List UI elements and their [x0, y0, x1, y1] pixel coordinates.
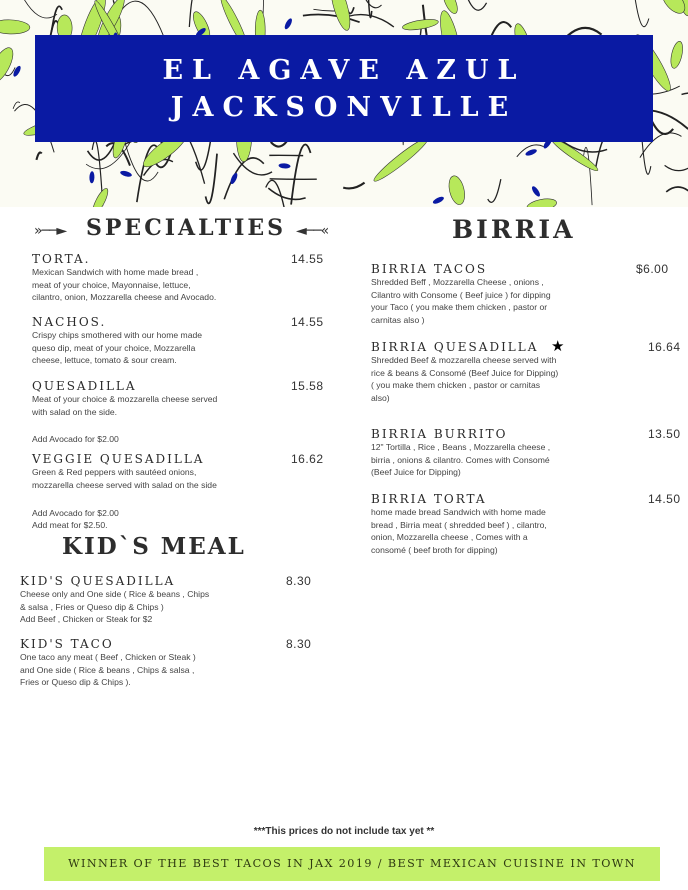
item-price: 14.55 — [291, 315, 324, 329]
item-name: KID'S TACO — [20, 637, 114, 651]
item-price: 16.62 — [291, 452, 324, 466]
vine-stroke — [206, 154, 217, 204]
item-description: Shredded Beff , Mozzarella Cheese , onions , Cilantro with Consome ( Beef juice ) for dipping your Taco ( you make them chicken , pastor or carnitas also ) — [371, 277, 551, 325]
leaf-shape — [0, 19, 30, 34]
item-description: Crispy chips smothered with our home made queso dip, meat of your choice, Mozzarella cheese, lettuce, tomato & sour cream. — [32, 330, 203, 365]
restaurant-city: JACKSONVILLE — [170, 92, 518, 123]
star-icon: ★ — [551, 338, 565, 355]
blue-bud-shape — [530, 185, 541, 198]
item-description: One taco any meat ( Beef , Chicken or Steak ) and One side ( Rice & beans , Chips & salsa , Fries or Queso dip & Chips ). — [20, 652, 196, 687]
vine-stroke — [584, 147, 592, 205]
kids-meal-heading: KID`S MEAL — [62, 533, 246, 560]
blue-bud-shape — [120, 170, 133, 178]
vine-stroke — [13, 102, 20, 109]
birria-heading: BIRRIA — [452, 215, 576, 244]
vine-stroke — [268, 188, 305, 199]
item-name: NACHOS. — [32, 315, 107, 329]
item-price: 8.30 — [286, 637, 312, 651]
menu-item-birria-tacos — [371, 262, 611, 326]
vine-stroke — [665, 133, 688, 171]
vine-stroke — [456, 0, 487, 10]
add-on-note: Add Avocado for $2.00 — [32, 434, 119, 444]
vine-stroke — [224, 158, 264, 199]
item-description: Mexican Sandwich with home made bread , meat of your choice, Mayonnaise, lettuce, cilantro, onion, Mozzarella cheese and Avocado. — [32, 267, 217, 302]
leaf-shape — [669, 40, 685, 69]
item-description: Cheese only and One side ( Rice & beans , Chips & salsa , Fries or Queso dip & Chips ) Add Beef , Chicken or Steak for $2 — [20, 589, 210, 624]
item-description: Green & Red peppers with sautéed onions, mozzarella cheese served with salad on the side — [32, 467, 217, 490]
item-price: 16.64 — [648, 340, 681, 354]
menu-item-kids-quesadilla — [20, 574, 320, 626]
vine-stroke — [682, 93, 688, 105]
leaf-shape — [658, 0, 688, 17]
item-description: Meat of your choice & mozzarella cheese served with salad on the side. — [32, 394, 218, 417]
item-price: 13.50 — [648, 427, 681, 441]
item-name: VEGGIE QUESADILLA — [32, 452, 205, 466]
item-name: BIRRIA TACOS — [371, 262, 488, 276]
vine-stroke — [488, 179, 501, 202]
arrow-right-icon: »──► — [34, 223, 67, 239]
menu-item-birria-burrito — [371, 427, 611, 479]
item-price: 14.55 — [291, 252, 324, 266]
item-description: home made bread Sandwich with home made bread , Birria meat ( shredded beef ) , cilantro, onion, Mozzarella cheese , Comes with a consomé ( beef broth for dipping) — [371, 507, 547, 555]
restaurant-name: EL AGAVE AZUL — [162, 55, 526, 86]
item-price: 15.58 — [291, 379, 324, 393]
item-name: TORTA. — [32, 252, 91, 266]
vine-stroke — [666, 187, 688, 207]
vine-stroke — [19, 0, 57, 18]
vine-stroke — [360, 0, 381, 8]
blue-bud-shape — [89, 171, 94, 183]
restaurant-title-box — [35, 35, 653, 142]
item-name: BIRRIA QUESADILLA — [371, 340, 539, 354]
arrow-left-icon: ◄──« — [296, 223, 329, 239]
menu-item-quesadilla — [32, 379, 332, 418]
blue-bud-shape — [278, 163, 290, 169]
specialties-heading: SPECIALTIES — [86, 215, 287, 241]
item-price: 14.50 — [648, 492, 681, 506]
item-price: $6.00 — [636, 262, 669, 276]
blue-bud-shape — [525, 148, 538, 157]
menu-item-nachos — [32, 315, 332, 367]
item-name: KID'S QUESADILLA — [20, 574, 176, 588]
vine-stroke — [343, 183, 364, 189]
menu-item-veggie-quesadilla — [32, 452, 332, 491]
blue-bud-shape — [283, 17, 293, 30]
item-name: BIRRIA BURRITO — [371, 427, 508, 441]
vine-stroke — [631, 0, 649, 27]
leaf-shape — [0, 44, 18, 86]
menu-item-torta — [32, 252, 332, 304]
vine-stroke — [36, 152, 41, 159]
menu-item-birria-torta — [371, 492, 611, 556]
item-price: 8.30 — [286, 574, 312, 588]
item-description: 12" Tortilla , Rice , Beans , Mozzarella cheese , birria , onions & cilantro. Comes with Consomé (Beef Juice for Dipping) — [371, 442, 551, 477]
menu-item-birria-quesadilla — [371, 340, 611, 404]
leaf-pattern-banner — [0, 0, 688, 207]
award-banner: WINNER OF THE BEST TACOS IN JAX 2019 / BEST MEXICAN CUISINE IN TOWN — [44, 847, 660, 881]
item-name: BIRRIA TORTA — [371, 492, 487, 506]
menu-item-kids-taco — [20, 637, 320, 689]
item-description: Shredded Beef & mozzarella cheese served with rice & beans & Consomé (Beef Juice for Dipping) ( you make them chicken , pastor or carnitas also) — [371, 355, 559, 403]
vine-stroke — [291, 144, 310, 204]
add-on-note: Add Avocado for $2.00 Add meat for $2.50. — [32, 508, 119, 530]
blue-bud-shape — [432, 195, 445, 205]
leaf-shape — [526, 197, 558, 207]
tax-note: ***This prices do not include tax yet ** — [253, 826, 435, 837]
leaf-shape — [446, 174, 467, 206]
item-name: QUESADILLA — [32, 379, 137, 393]
leaf-shape — [90, 187, 111, 207]
